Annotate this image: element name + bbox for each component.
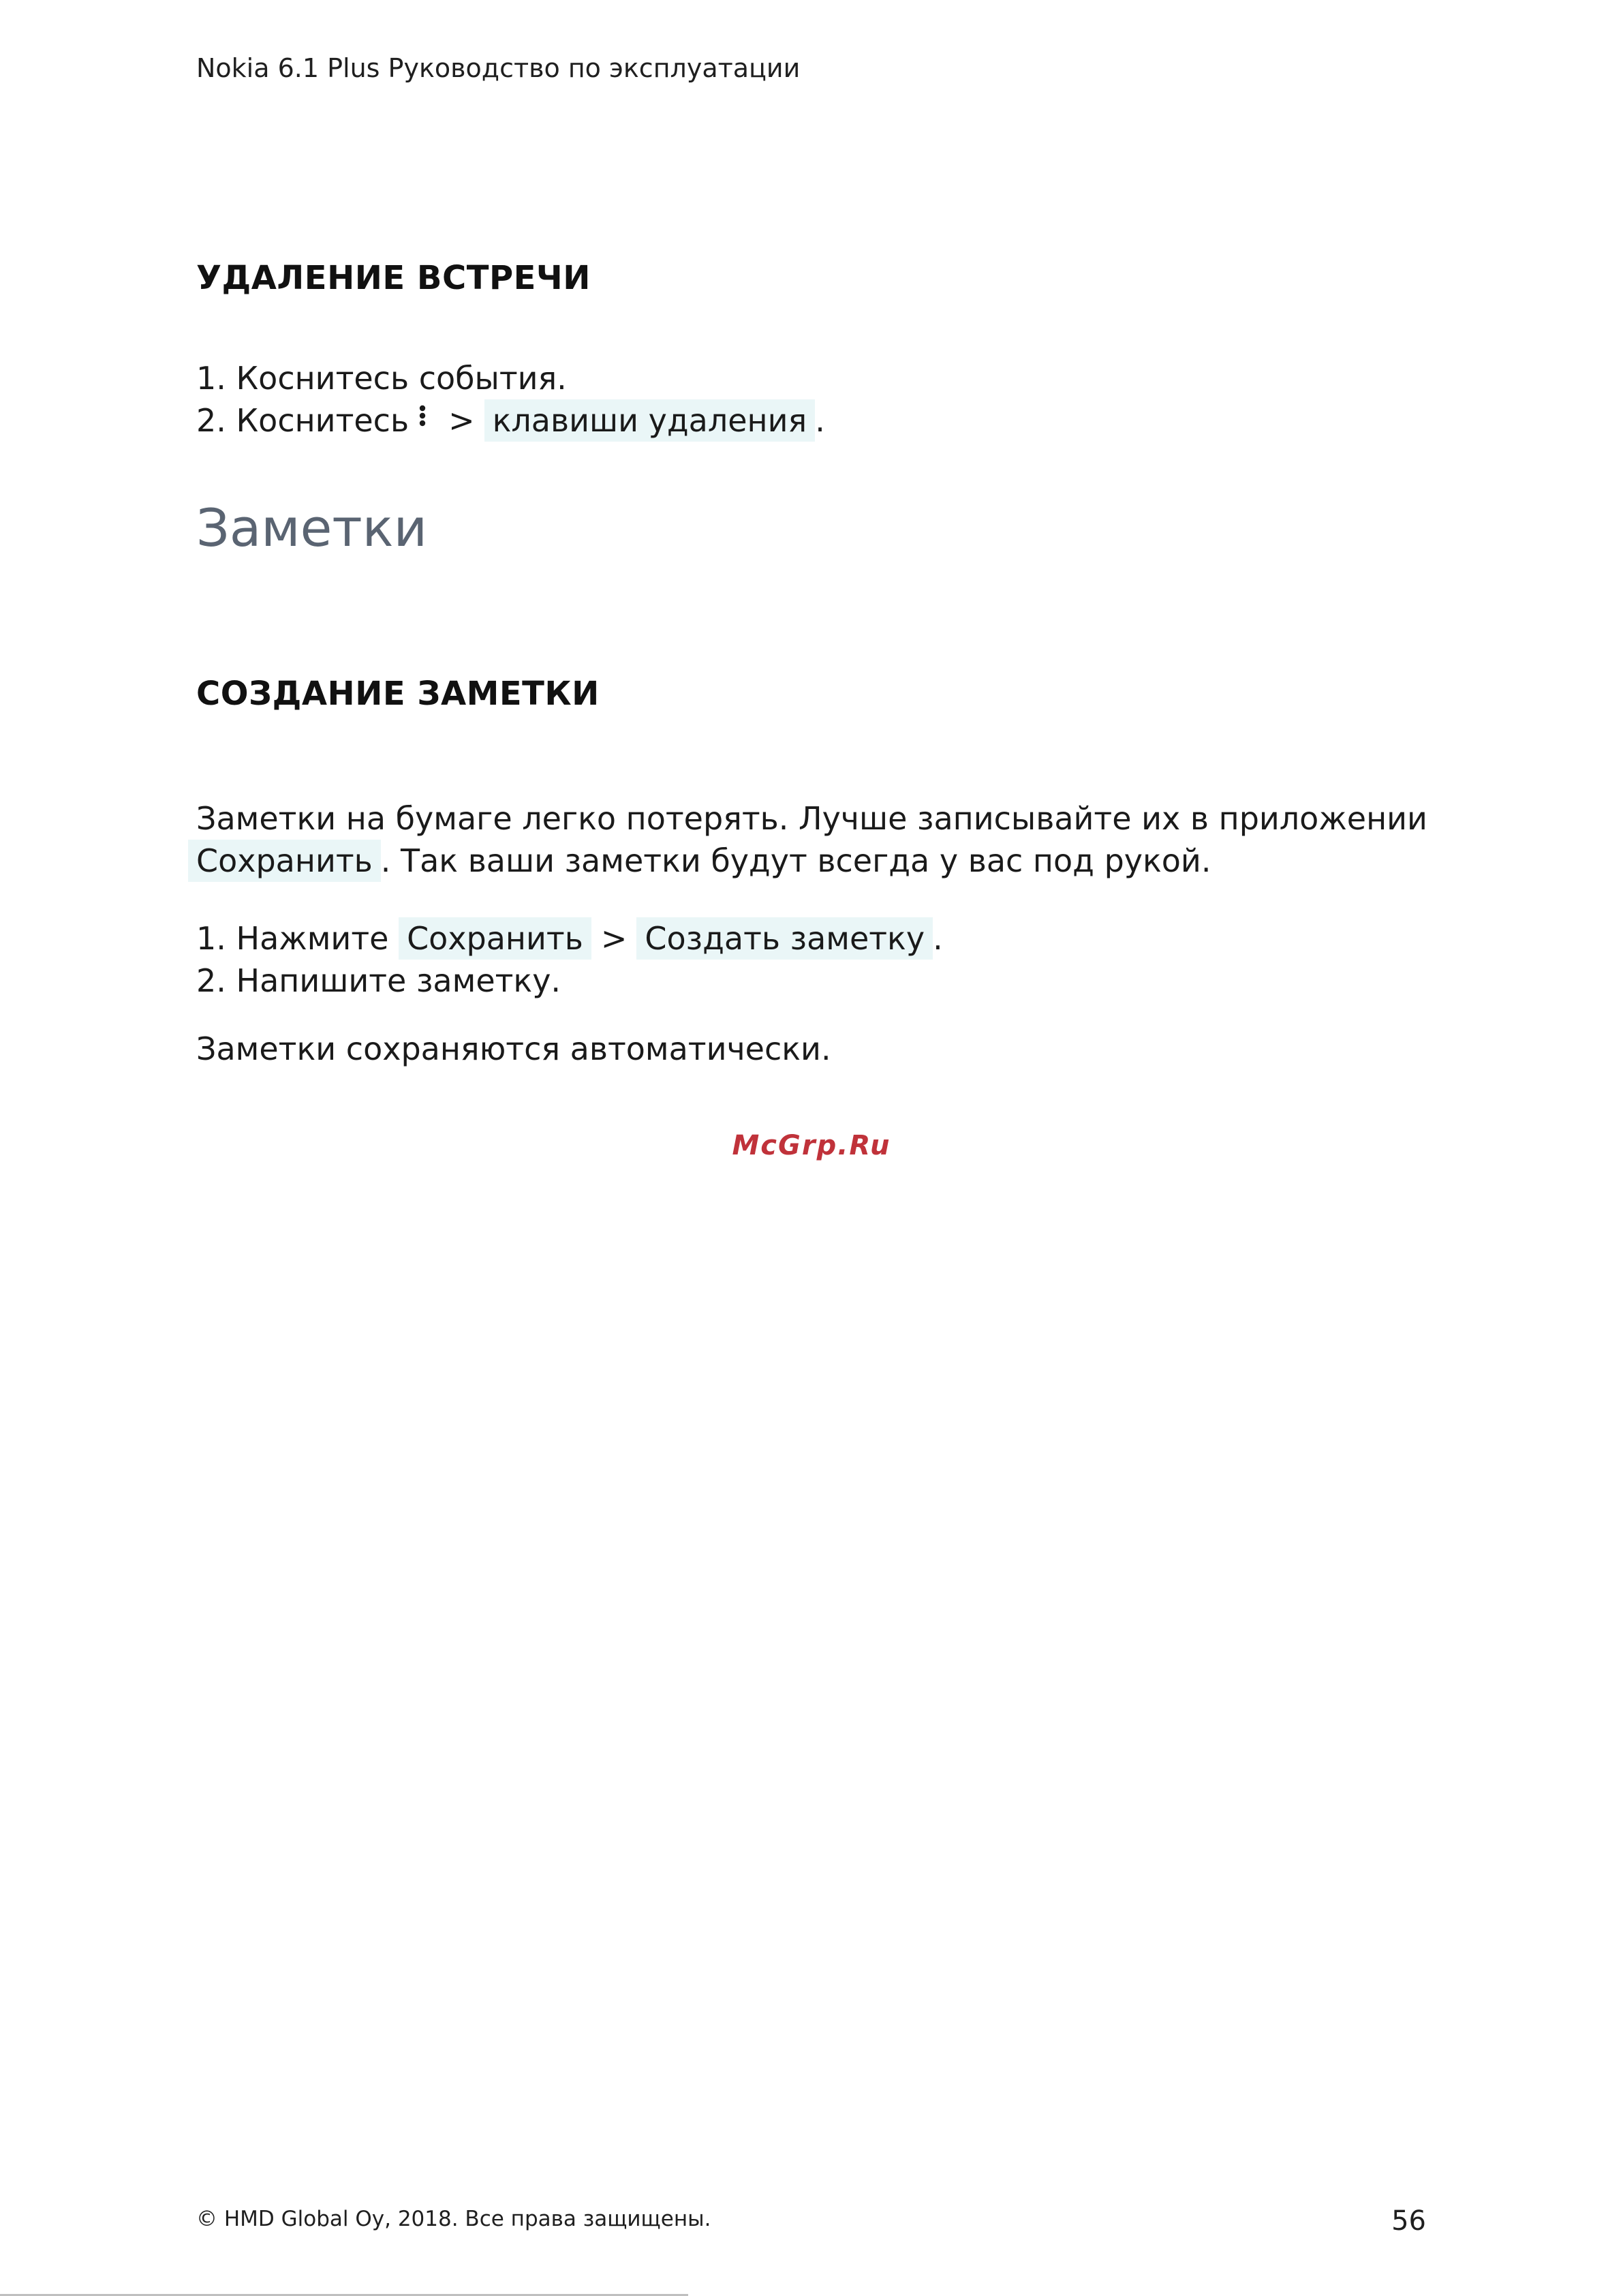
- section-heading-delete-meeting: УДАЛЕНИЕ ВСТРЕЧИ: [196, 259, 591, 297]
- autosave-note: Заметки сохраняются автоматически.: [196, 1030, 831, 1067]
- save-app-chip-step: Сохранить: [399, 917, 591, 960]
- create-note-chip: Создать заметку: [636, 917, 933, 960]
- delete-step-1: 1. Коснитесь события.: [196, 360, 567, 397]
- delete-step-2-end: .: [815, 402, 825, 439]
- save-app-chip: Сохранить: [188, 840, 381, 882]
- more-vert-icon: [416, 402, 429, 433]
- page-number: 56: [1391, 2205, 1426, 2237]
- footer-copyright: © HMD Global Oy, 2018. Все права защищены.: [196, 2207, 711, 2231]
- delete-step-2: [196, 399, 825, 442]
- intro-line-1: Заметки на бумаге легко потерять. Лучше записывайте их в приложении: [196, 800, 1427, 837]
- intro-line-2: [196, 840, 1211, 882]
- delete-key-chip: клавиши удаления: [484, 399, 816, 442]
- create-step-1-end: .: [933, 920, 943, 957]
- watermark: McGrp.Ru: [732, 1130, 891, 1161]
- breadcrumb-separator: >: [600, 920, 628, 957]
- create-step-2: 2. Напишите заметку.: [196, 962, 561, 999]
- create-step-1: [196, 917, 943, 960]
- chapter-title: Заметки: [196, 498, 427, 558]
- section-heading-create-note: СОЗДАНИЕ ЗАМЕТКИ: [196, 675, 600, 713]
- create-step-1-prefix: 1. Нажмите: [196, 920, 389, 957]
- breadcrumb-separator: >: [448, 402, 475, 439]
- page-header: Nokia 6.1 Plus Руководство по эксплуатации: [196, 53, 801, 83]
- intro-line-2-rest: . Так ваши заметки будут всегда у вас под рукой.: [380, 842, 1211, 879]
- delete-step-2-prefix: 2. Коснитесь: [196, 402, 409, 439]
